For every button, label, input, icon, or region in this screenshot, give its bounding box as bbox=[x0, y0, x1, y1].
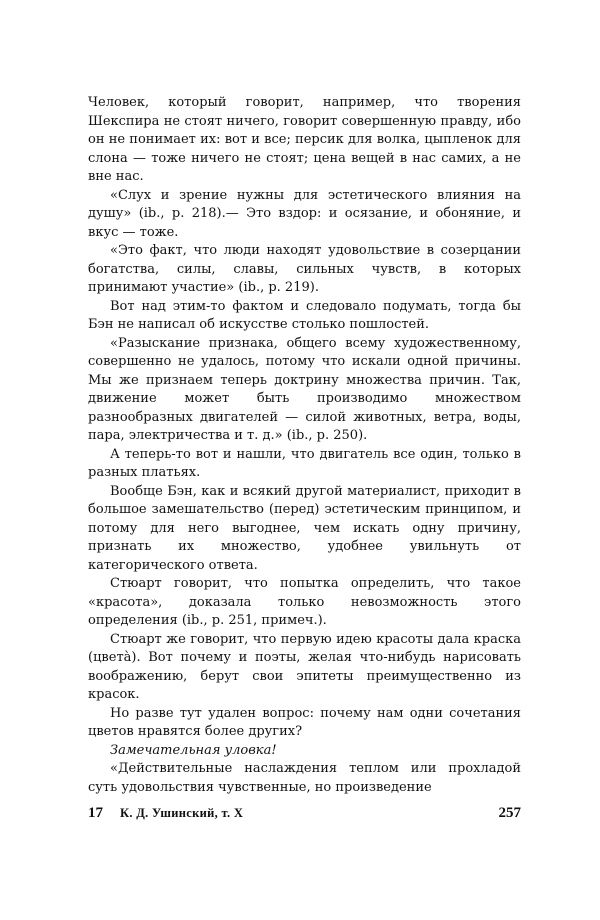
paragraph-1: Человек, который говорит, например, что творения Шекспира не стоят ничего, говорит совершенную правду, ибо он не понимает их: вот и все; персик для волка, цыпленок для слона — тоже ничего не стоят; цена вещей в нас самих, а не вне нас. bbox=[88, 95, 521, 184]
paragraph-3: «Это факт, что люди находят удовольствие в созерцании богатства, силы, славы, сильных чувств, в которых принимают участие» (ib., p. 219). bbox=[88, 243, 521, 295]
paragraph-8: Стюарт говорит, что попытка определить, что такое «красота», доказала только невозможность этого определения (ib., p. 251, примеч.). bbox=[88, 576, 521, 628]
signature-title: К. Д. Ушинский, т. X bbox=[120, 806, 244, 820]
signature-number: 17 bbox=[88, 805, 103, 821]
paragraph-6: А теперь-то вот и нашли, что двигатель все один, только в разных платьях. bbox=[88, 446, 521, 480]
paragraph-7: Вообще Бэн, как и всякий другой материалист, приходит в большое замешательство (перед) эстетическим принципом, и потому для него выгоднее, чем искать одну причину, признать их множество, удобнее увильнуть от категорического ответа. bbox=[88, 483, 521, 573]
paragraph-12: «Действительные наслаждения теплом или прохладой суть удовольствия чувственные, но произведение bbox=[88, 761, 521, 795]
paragraph-11-italic bbox=[88, 742, 521, 761]
paragraph-2: «Слух и зрение нужны для эстетического влияния на душу» (ib., p. 218).— Это вздор: и осязание, и обоняние, и вкус — тоже. bbox=[88, 187, 521, 240]
paragraph-10: Но разве тут удален вопрос: почему нам одни сочетания цветов нравятся более других? bbox=[88, 705, 521, 739]
italic-remark: Замечательная уловка! bbox=[110, 742, 277, 758]
paragraph-9: Стюарт же говорит, что первую идею красоты дала краска (цвета̀). Вот почему и поэты, желая что-нибудь нарисовать воображению, берут свои эпитеты преимущественно из красок. bbox=[88, 631, 521, 702]
page-number: 257 bbox=[498, 805, 521, 821]
paragraph-4: Вот над этим-то фактом и следовало подумать, тогда бы Бэн не написал об искусстве столько пошлостей. bbox=[88, 298, 521, 332]
paragraph-5: «Разыскание признака, общего всему художественному, совершенно не удалось, потому что искали одной причины. Мы же признаем теперь доктрину множества причин. Так, движение может быть производимо множеством разнообразных двигателей — силой животных, ветра, воды, пара, электричества и т. д.» (ib., p. 250). bbox=[88, 335, 521, 443]
body-text bbox=[88, 94, 521, 797]
page-footer bbox=[88, 805, 521, 827]
